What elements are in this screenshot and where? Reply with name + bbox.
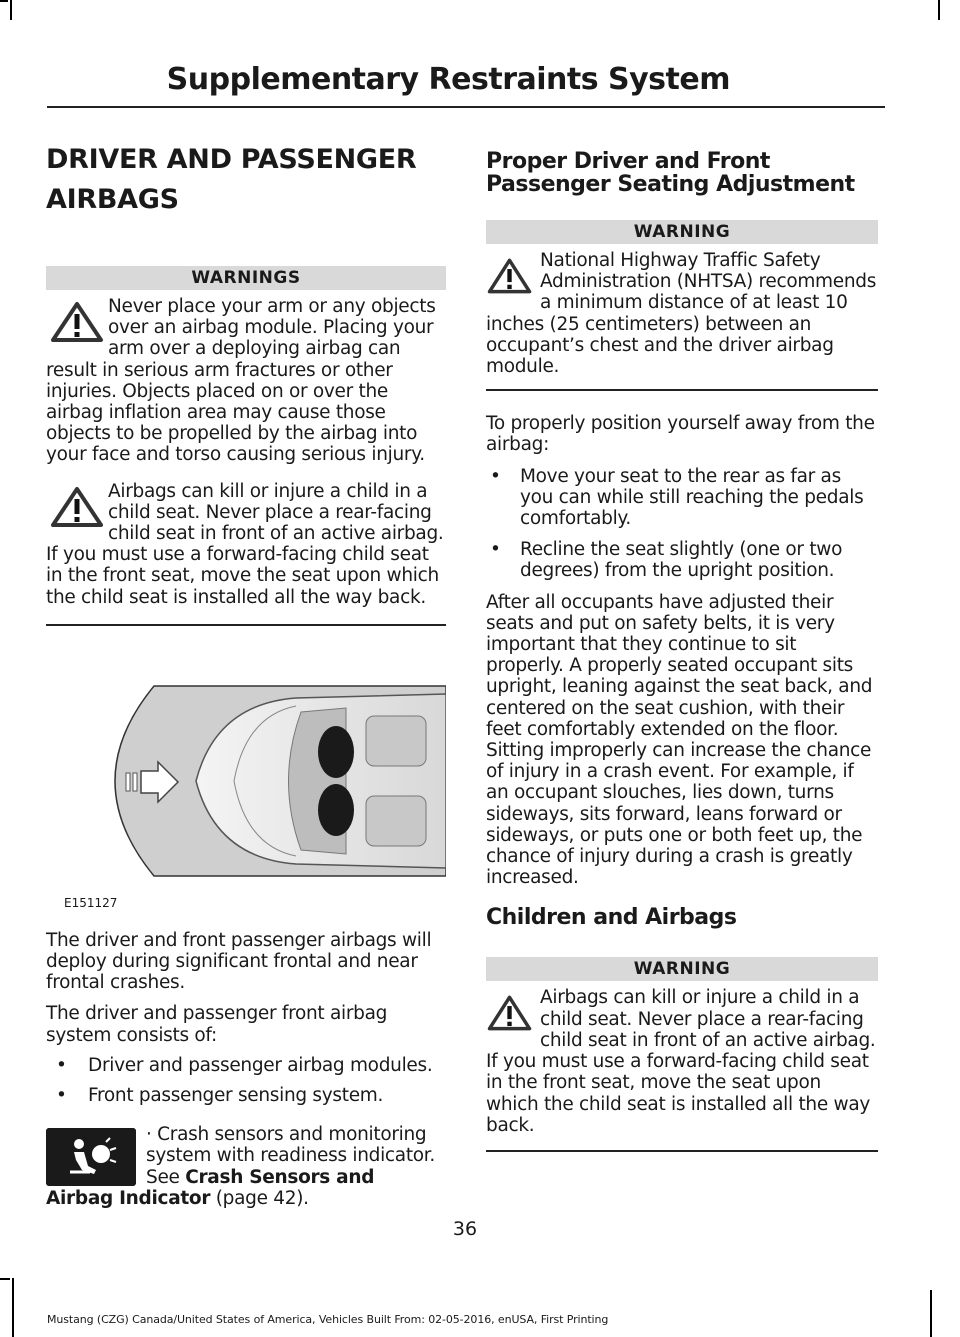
warning-triangle-icon [486,252,540,300]
section-heading: DRIVER AND PASSENGER AIRBAGS [46,144,417,215]
warning-triangle-icon [486,989,540,1037]
bullet-list [46,1055,446,1106]
crop-mark [930,1290,932,1337]
warning-end-rule [486,389,878,391]
warning-text: Airbags can kill or injure a child in a child seat. Never place a rear-facing child seat in front of an active airbag. If you must use a forward-facing child seat in the front seat, move the seat upon which the child seat is installed all the way back. [46,480,444,608]
list-item: • Driver and passenger airbag modules. [56,1054,433,1076]
warning-block [486,987,878,1135]
warning-text: Airbags can kill or injure a child in a child seat. Never place a rear-facing child seat in front of an active airbag. If you must use a forward-facing child seat in the front seat, move the seat upon which the child seat is installed all the way back. [486,987,876,1136]
bullet-list [486,466,878,582]
warning-text: National Highway Traffic Safety Administration (NHTSA) recommends a minimum distance of at least 10 inches (25 centimeters) between an occupant’s chest and the driver airbag module. [486,250,877,378]
warning-block [46,296,446,466]
left-column [46,140,446,1209]
section-heading: Children and Airbags [486,905,737,931]
paragraph: After all occupants have adjusted their seats and put on safety belts, it is very important that they continue to sit properly. A properly seated occupant sits upright, leaning against the seat back, and centered on the seat cushion, with their feet comfortably extended on the floor. Sitting improperly can increase the chance of injury in a crash event. For example, if an occupant slouches, lies down, turns sideways, sits forward, leans forward or sideways, or puts one or both feet up, the chance of injury during a crash is greatly increased. [486,591,873,889]
page-number: 36 [452,1218,478,1240]
warning-end-rule [46,624,446,626]
list-item: • Recline the seat slightly (one or two degrees) from the upright position. [490,539,843,582]
crop-mark [12,1278,14,1337]
warning-block [46,481,446,608]
airbag-indicator-icon [46,1128,136,1186]
airbag-shape [318,784,354,836]
warnings-label: WARNINGS [46,266,446,290]
warning-triangle-icon [46,298,108,346]
section-heading: Proper Driver and Front Passenger Seating Adjustment [486,149,855,197]
crop-mark [10,0,12,20]
car-topview-image [46,646,446,916]
airbag-shape [318,726,354,778]
crop-mark [0,1278,10,1280]
warning-label: WARNING [486,220,878,244]
crop-mark [938,0,940,20]
warning-end-rule [486,1150,878,1152]
warning-label: WARNING [486,957,878,981]
header-divider [47,106,885,108]
list-item: • Move your seat to the rear as far as you can while still reaching the pedals comfortably. [490,465,864,530]
warning-text: Never place your arm or any objects over an airbag module. Placing your arm over a deploying airbag can result in serious arm fractures or other injuries. Objects placed on or over the airbag inflation area may cause those objects to be propelled by the airbag into your face and torso causing serious injury. [46,296,436,466]
right-column [486,150,878,1152]
paragraph: The driver and passenger front airbag system consists of: [46,1003,388,1046]
airbag-indicator-block [46,1124,446,1209]
airbag-deployment-illustration [46,646,446,916]
paragraph: To properly position yourself away from the airbag: [486,413,875,456]
paragraph: · Crash sensors and monitoring system with readiness indicator. See Crash Sensors and Airbag Indicator (page 42). [46,1124,435,1209]
list-item: • Front passenger sensing system. [56,1085,384,1107]
warning-triangle-icon [46,483,108,531]
crop-mark [0,0,8,2]
cross-reference-link[interactable]: Crash Sensors and Airbag Indicator [46,1166,375,1209]
page-title: Supplementary Restraints System [166,62,730,97]
footer-text: Mustang (CZG) Canada/United States of America, Vehicles Built From: 02-05-2016, enUSA, First Printing [47,1313,609,1326]
paragraph: The driver and front passenger airbags will deploy during significant frontal and near frontal crashes. [46,929,432,994]
figure-code: E151127 [64,895,118,910]
warning-block [486,250,878,377]
